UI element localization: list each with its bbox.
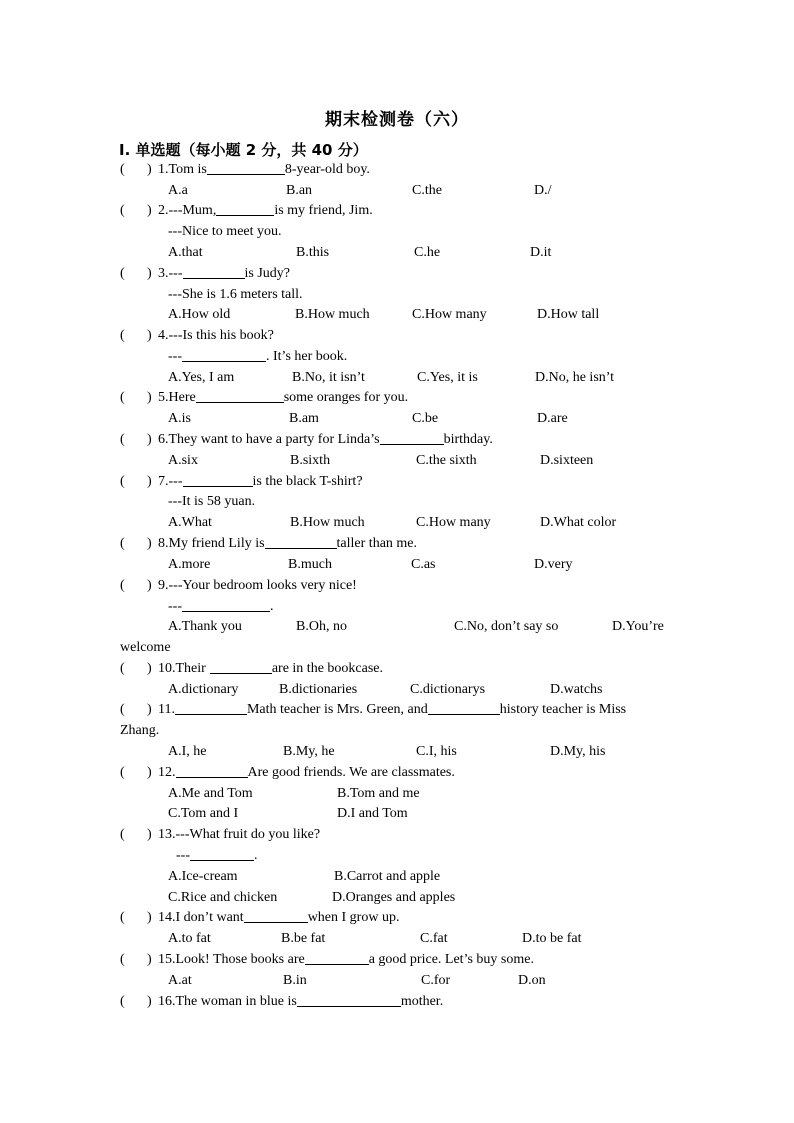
option-a: A.a — [168, 183, 188, 198]
option-d: D.watchs — [550, 682, 603, 697]
option-b: B.Carrot and apple — [334, 869, 441, 884]
answer-paren-close: ) — [147, 702, 152, 717]
option-d: D.My, his — [550, 744, 606, 759]
question-text: 2.---Mum, — [158, 203, 217, 218]
answer-blank — [210, 659, 272, 674]
answer-paren-open: ( — [120, 203, 125, 218]
answer-blank — [305, 950, 369, 965]
answer-paren-open: ( — [120, 328, 125, 343]
answer-blank — [183, 472, 253, 487]
options-row — [168, 804, 568, 824]
options-row — [168, 243, 728, 263]
option-d: D.Oranges and apples — [332, 890, 456, 905]
answer-paren-open: ( — [120, 578, 125, 593]
option-b: B.My, he — [283, 744, 335, 759]
option-d: D.very — [534, 557, 573, 572]
option-d: D.sixteen — [540, 453, 594, 468]
option-b: B.this — [296, 245, 330, 260]
question-text: Are good friends. We are classmates. — [247, 765, 455, 780]
answer-paren-close: ) — [147, 390, 152, 405]
answer-paren-open: ( — [120, 910, 125, 925]
option-c: C.No, don’t say so — [454, 619, 559, 634]
answer-blank — [176, 763, 248, 778]
answer-paren-close: ) — [147, 328, 152, 343]
option-a: A.Yes, I am — [168, 370, 235, 385]
question-text: mother. — [400, 994, 444, 1009]
option-b: B.Oh, no — [296, 619, 347, 634]
answer-blank — [207, 160, 285, 175]
question-text: taller than me. — [336, 536, 418, 551]
answer-paren-close: ) — [147, 578, 152, 593]
option-b: B.sixth — [290, 453, 331, 468]
answer-blank — [216, 201, 274, 216]
wrapped-text: welcome — [120, 640, 171, 655]
reply-text: --- — [168, 349, 182, 364]
options-row — [168, 555, 728, 575]
option-b: B.Tom and me — [337, 786, 420, 801]
option-a: A.to fat — [168, 931, 211, 946]
options-row — [168, 867, 568, 887]
answer-blank — [182, 597, 270, 612]
options-row — [168, 617, 678, 637]
question-text: 8-year-old boy. — [284, 162, 370, 177]
answer-paren-open: ( — [120, 827, 125, 842]
option-d: D.I and Tom — [337, 806, 408, 821]
options-row — [168, 513, 728, 533]
answer-paren-open: ( — [120, 266, 125, 281]
answer-paren-open: ( — [120, 661, 125, 676]
reply-text: --- — [168, 599, 182, 614]
reply-line: ---Nice to meet you. — [168, 224, 282, 239]
option-a: A.How old — [168, 307, 231, 322]
answer-paren-open: ( — [120, 390, 125, 405]
option-c: C.be — [412, 411, 439, 426]
answer-blank — [265, 534, 337, 549]
reply-line: ---It is 58 yuan. — [168, 494, 256, 509]
answer-blank — [183, 264, 245, 279]
option-b: B.an — [286, 183, 313, 198]
answer-paren-open: ( — [120, 952, 125, 967]
answer-paren-close: ) — [147, 474, 152, 489]
option-c: C.he — [414, 245, 441, 260]
answer-paren-close: ) — [147, 162, 152, 177]
answer-paren-open: ( — [120, 702, 125, 717]
option-d: D.it — [530, 245, 552, 260]
reply-line — [168, 597, 274, 617]
option-c: C.Tom and I — [168, 806, 239, 821]
answer-paren-close: ) — [147, 536, 152, 551]
option-b: B.much — [288, 557, 332, 572]
answer-blank — [244, 908, 308, 923]
answer-paren-open: ( — [120, 765, 125, 780]
answer-blank — [380, 430, 444, 445]
question-text: 8.My friend Lily is — [158, 536, 265, 551]
options-row — [168, 368, 728, 388]
reply-text: --- — [176, 848, 190, 863]
options-row — [168, 929, 728, 949]
question-text: a good price. Let’s buy some. — [368, 952, 534, 967]
option-c: C.How many — [412, 307, 487, 322]
question-text: 9.---Your bedroom looks very nice! — [158, 578, 357, 593]
question-text: 14.I don’t want — [158, 910, 244, 925]
question-text: 3.--- — [158, 266, 183, 281]
option-c: C.the — [412, 183, 442, 198]
answer-blank — [182, 347, 266, 362]
reply-text: . — [254, 848, 258, 863]
answer-blank — [190, 846, 254, 861]
question-text: when I grow up. — [307, 910, 400, 925]
question-text: are in the bookcase. — [271, 661, 384, 676]
options-row — [168, 451, 728, 471]
question-text: 5.Here — [158, 390, 196, 405]
section-heading: I. 单选题（每小题 2 分，共 40 分） — [119, 141, 368, 159]
option-a: A.Thank you — [168, 619, 242, 634]
option-a: A.dictionary — [168, 682, 239, 697]
option-c: C.the sixth — [416, 453, 477, 468]
question-text: is my friend, Jim. — [274, 203, 373, 218]
options-row — [168, 305, 728, 325]
question-text: 7.--- — [158, 474, 183, 489]
option-b: B.be fat — [281, 931, 326, 946]
option-c: C.as — [411, 557, 436, 572]
option-d: D.What color — [540, 515, 617, 530]
question-text: is the black T-shirt? — [252, 474, 363, 489]
option-d: D./ — [534, 183, 552, 198]
options-row — [168, 742, 728, 762]
options-row — [168, 784, 568, 804]
answer-paren-close: ) — [147, 266, 152, 281]
option-a: A.What — [168, 515, 212, 530]
option-c: C.fat — [420, 931, 448, 946]
option-a: A.more — [168, 557, 211, 572]
option-d: D.No, he isn’t — [535, 370, 615, 385]
option-b: B.dictionaries — [279, 682, 358, 697]
answer-paren-open: ( — [120, 162, 125, 177]
answer-paren-close: ) — [147, 994, 152, 1009]
question-text: 11. — [158, 702, 175, 717]
answer-blank — [196, 388, 284, 403]
question-text: Math teacher is Mrs. Green, and — [246, 702, 428, 717]
reply-line — [176, 846, 258, 866]
option-a: A.Me and Tom — [168, 786, 253, 801]
option-c: C.I, his — [416, 744, 457, 759]
option-c: C.for — [421, 973, 451, 988]
question-text: is Judy? — [244, 266, 290, 281]
question-text: 16.The woman in blue is — [158, 994, 297, 1009]
question-text: 10.Their — [158, 661, 206, 676]
option-d: D.on — [518, 973, 546, 988]
options-row — [168, 888, 568, 908]
option-a: A.is — [168, 411, 191, 426]
answer-blank — [297, 992, 401, 1007]
option-a: A.Ice-cream — [168, 869, 238, 884]
option-d: D.to be fat — [522, 931, 582, 946]
option-b: B.How much — [290, 515, 365, 530]
question-text: birthday. — [443, 432, 493, 447]
answer-paren-open: ( — [120, 994, 125, 1009]
reply-text: . — [270, 599, 274, 614]
option-d: D.are — [537, 411, 568, 426]
option-c: C.Yes, it is — [417, 370, 478, 385]
answer-paren-close: ) — [147, 827, 152, 842]
answer-blank — [428, 700, 500, 715]
answer-paren-close: ) — [147, 661, 152, 676]
question-text: 13.---What fruit do you like? — [158, 827, 321, 842]
reply-line — [168, 347, 347, 367]
option-b: B.How much — [295, 307, 370, 322]
question-text: some oranges for you. — [283, 390, 409, 405]
options-row — [168, 971, 728, 991]
answer-paren-close: ) — [147, 432, 152, 447]
answer-paren-close: ) — [147, 765, 152, 780]
option-a: A.six — [168, 453, 198, 468]
reply-line: ---She is 1.6 meters tall. — [168, 287, 303, 302]
option-c: C.How many — [416, 515, 491, 530]
option-c: C.Rice and chicken — [168, 890, 278, 905]
answer-paren-close: ) — [147, 910, 152, 925]
question-text: history teacher is Miss — [499, 702, 627, 717]
question-text: 4.---Is this his book? — [158, 328, 274, 343]
option-b: B.am — [289, 411, 319, 426]
option-a: A.at — [168, 973, 192, 988]
option-b: B.No, it isn’t — [292, 370, 365, 385]
answer-paren-close: ) — [147, 203, 152, 218]
question-text: 12. — [158, 765, 176, 780]
question-text: 1.Tom is — [158, 162, 207, 177]
question-text: 6.They want to have a party for Linda’s — [158, 432, 380, 447]
option-a: A.that — [168, 245, 203, 260]
answer-paren-open: ( — [120, 536, 125, 551]
answer-paren-open: ( — [120, 474, 125, 489]
answer-paren-open: ( — [120, 432, 125, 447]
reply-text: . It’s her book. — [266, 349, 348, 364]
option-a: A.I, he — [168, 744, 207, 759]
option-c: C.dictionarys — [410, 682, 486, 697]
options-row — [168, 181, 728, 201]
wrapped-text: Zhang. — [120, 723, 160, 738]
answer-paren-close: ) — [147, 952, 152, 967]
answer-blank — [175, 700, 247, 715]
options-row — [168, 680, 728, 700]
options-row — [168, 409, 728, 429]
page-title: 期末检测卷（六） — [325, 110, 469, 130]
option-d: D.You’re — [612, 619, 664, 634]
option-d: D.How tall — [537, 307, 600, 322]
option-b: B.in — [283, 973, 307, 988]
question-text: 15.Look! Those books are — [158, 952, 305, 967]
